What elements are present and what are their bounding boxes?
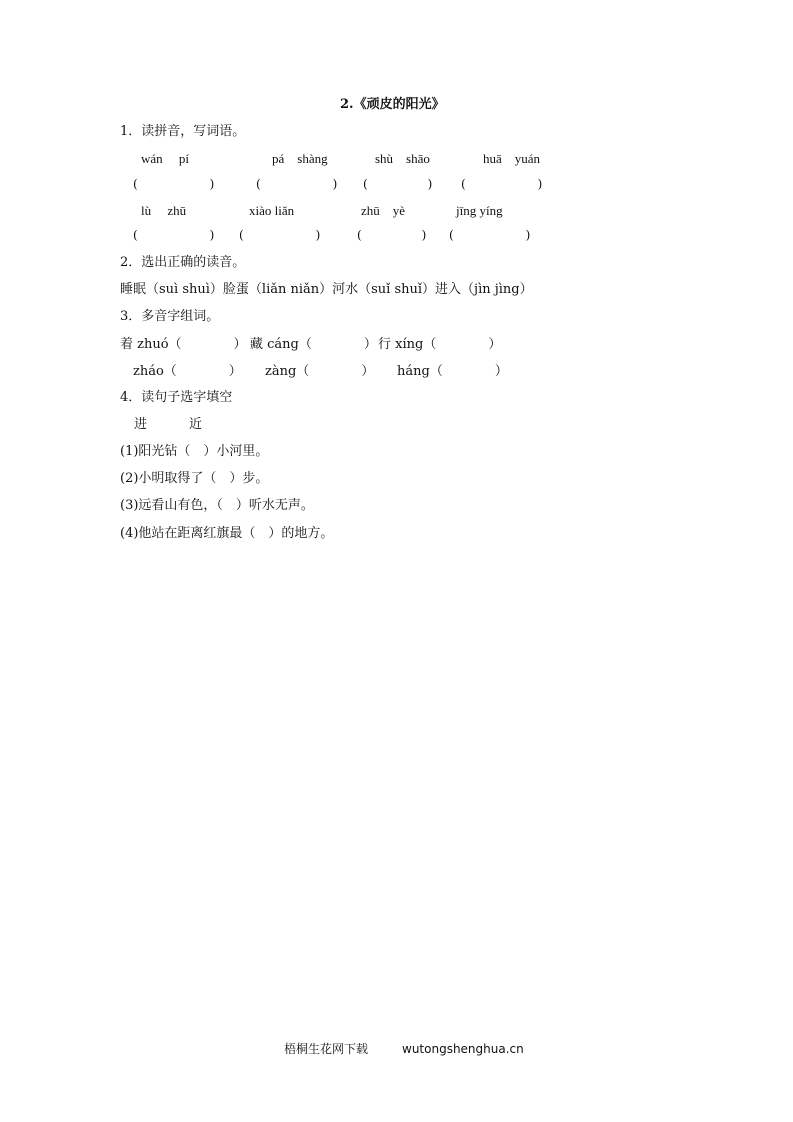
fill-item-3: (3)远看山有色，（ ）听水无声。 [120, 498, 314, 513]
answer-blank-shushao[interactable]: ( ) [363, 177, 433, 191]
pinyin-huayuan: huā yuán [483, 151, 541, 166]
pinyin-shushao: shù shāo [375, 151, 430, 166]
question-1-heading: 1．读拼音，写词语。 [120, 124, 246, 139]
polyphone-zhuo: 着 zhuó（ ） [120, 337, 247, 352]
answer-blank-wanpi[interactable]: ( ) [133, 177, 215, 191]
question-2-heading: 2．选出正确的读音。 [120, 255, 246, 270]
answer-blank-xiaolian[interactable]: ( ) [239, 228, 321, 242]
choice-jin-enter: 进 [134, 417, 148, 432]
fill-item-4: (4)他站在距离红旗最（ ）的地方。 [120, 526, 334, 541]
pinyin-xiaolian: xiào liǎn [249, 203, 295, 218]
polyphone-cang: 藏 cáng（ ） [250, 337, 377, 352]
question-2-line: 睡眠（suì shuì）脸蛋（liǎn niǎn）河水（suǐ shuǐ）进入（jìn jìng） [120, 282, 533, 297]
polyphone-zang: zàng（ ） [265, 364, 375, 379]
answer-blank-jingying[interactable]: ( ) [449, 228, 531, 242]
page-title: 2.《顽皮的阳光》 [340, 97, 445, 112]
answer-blank-zhuye[interactable]: ( ) [357, 228, 427, 242]
question-3-heading: 3．多音字组词。 [120, 309, 220, 324]
footer-site-name: 梧桐生花网下载 [284, 1042, 369, 1056]
footer-url[interactable]: wutongshenghua.cn [402, 1042, 524, 1056]
answer-blank-luzhu[interactable]: ( ) [133, 228, 215, 242]
answer-blank-pashang[interactable]: ( ) [256, 177, 338, 191]
polyphone-zhao: zháo（ ） [133, 364, 242, 379]
pinyin-pashang: pá shàng [272, 151, 328, 166]
question-4-heading: 4．读句子选字填空 [120, 390, 233, 405]
answer-blank-huayuan[interactable]: ( ) [461, 177, 543, 191]
pinyin-wanpi: wán pí [141, 151, 190, 166]
fill-item-1: (1)阳光钻（ ）小河里。 [120, 444, 269, 459]
polyphone-xing: 行 xíng（ ） [378, 337, 502, 352]
fill-item-2: (2)小明取得了（ ）步。 [120, 471, 269, 486]
polyphone-hang: háng（ ） [397, 364, 508, 379]
pinyin-luzhu: lù zhū [141, 203, 187, 218]
pinyin-jingying: jīng yíng [456, 203, 503, 218]
choice-jin-near: 近 [189, 417, 203, 432]
pinyin-zhuye: zhū yè [361, 203, 406, 218]
